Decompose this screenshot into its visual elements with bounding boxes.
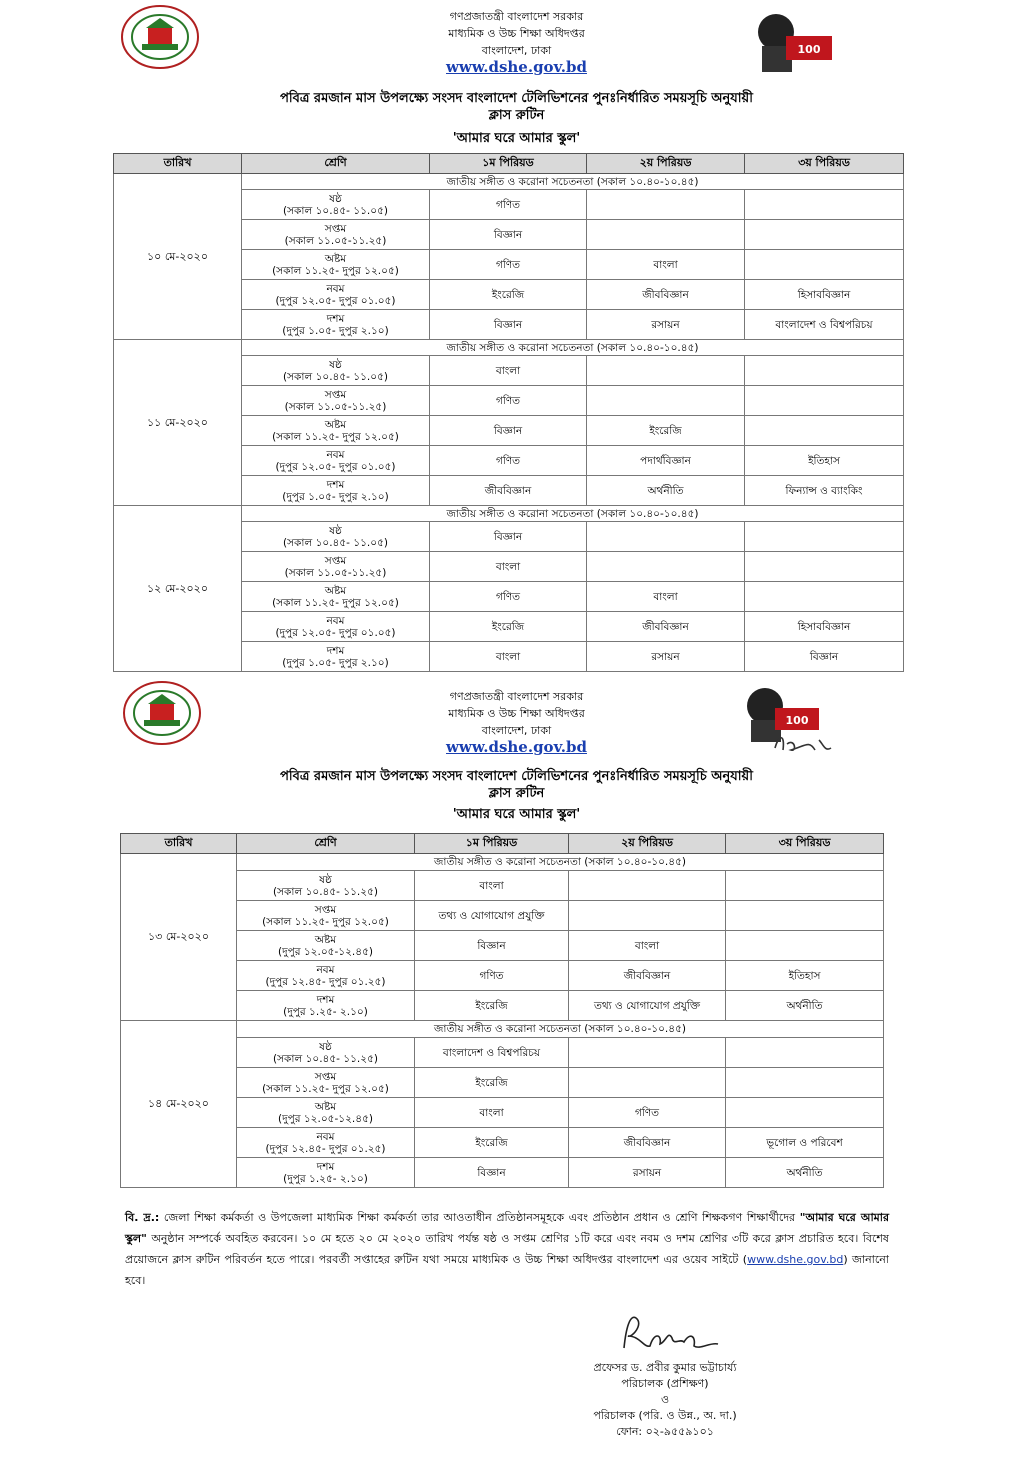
- title-line-1: পবিত্র রমজান মাস উপলক্ষ্যে সংসদ বাংলাদেশ টেলিভিশনের পুনঃনির্ধারিত সময়সূচি অনুযায়ী: [280, 91, 753, 106]
- period-1-cell: বিজ্ঞান: [430, 416, 587, 446]
- class-cell: [237, 1038, 415, 1068]
- note-text-2: অনুষ্ঠান সম্পর্কে অবহিত করবেন। ১০ মে হতে ২০ মে ২০২০ তারিখ পর্যন্ত ষষ্ঠ ও সপ্তম শ্রেণির ১টি করে এবং নবম ও দশম শ্রেণির ৩টি করে ক্লাস প্রচারিত হবে। বিশেষ প্রয়োজনে ক্লাস রুটিন পরিবর্তন হতে পারে। পরবর্তী সপ্তাহের রুটিন যথা সময়ে মাধ্যমিক ও উচ্চ শিক্ষা অধিদপ্তর বাংলাদেশ এর ওয়েব সাইটে (: [125, 1232, 889, 1266]
- gov-line-3: বাংলাদেশ, ঢাকা: [481, 724, 552, 737]
- note-website-link[interactable]: www.dshe.gov.bd: [747, 1253, 844, 1266]
- class-name: নবম: [316, 1130, 335, 1143]
- svg-text:100: 100: [785, 714, 809, 727]
- class-time: (সকাল ১১.২৫- দুপুর ১২.০৫): [272, 264, 399, 277]
- class-time: (দুপুর ১২.০৫- দুপুর ০১.০৫): [275, 294, 396, 307]
- period-3-cell: ফিন্যান্স ও ব্যাংকিং: [745, 476, 904, 506]
- anthem-cell: জাতীয় সঙ্গীত ও করোনা সচেতনতা (সকাল ১০.৪০-১০.৪৫): [237, 854, 884, 871]
- class-cell: [237, 1128, 415, 1158]
- title-block-2: [0, 768, 1033, 823]
- class-time: (দুপুর ১২.০৫-১২.৪৫): [278, 945, 373, 958]
- gov-line-3: বাংলাদেশ, ঢাকা: [481, 44, 552, 57]
- class-cell: [237, 871, 415, 901]
- class-cell: [242, 190, 430, 220]
- class-time: (সকাল ১১.২৫- দুপুর ১২.০৫): [272, 430, 399, 443]
- class-name: অষ্টম: [324, 252, 347, 265]
- period-3-cell: ইতিহাস: [745, 446, 904, 476]
- class-time: (দুপুর ১.০৫- দুপুর ২.১০): [282, 656, 389, 669]
- period-2-cell: জীববিজ্ঞান: [569, 1128, 726, 1158]
- class-cell: [242, 310, 430, 340]
- signatory-line-2: পরিচালক (প্রশিক্ষণ): [621, 1377, 709, 1390]
- period-3-cell: [745, 522, 904, 552]
- note-text-3: ) জানানো হবে।: [125, 1253, 889, 1287]
- class-time: (দুপুর ১২.০৫- দুপুর ০১.০৫): [275, 626, 396, 639]
- dshe-logo-icon: [122, 680, 202, 746]
- col-class: শ্রেণি: [237, 834, 415, 854]
- class-name: সপ্তম: [314, 903, 337, 916]
- class-cell: [237, 1068, 415, 1098]
- period-2-cell: বাংলা: [587, 582, 745, 612]
- class-cell: [242, 582, 430, 612]
- class-name: সপ্তম: [324, 222, 347, 235]
- period-1-cell: বাংলা: [415, 1098, 569, 1128]
- class-cell: [242, 386, 430, 416]
- period-1-cell: জীববিজ্ঞান: [430, 476, 587, 506]
- title-line-2: ক্লাস রুটিন: [488, 786, 545, 801]
- period-3-cell: [726, 1068, 884, 1098]
- period-1-cell: বাংলাদেশ ও বিশ্বপরিচয়: [415, 1038, 569, 1068]
- class-cell: [242, 416, 430, 446]
- routine-table-2: [120, 833, 884, 1188]
- period-2-cell: জীববিজ্ঞান: [587, 280, 745, 310]
- class-cell: [237, 961, 415, 991]
- period-3-cell: অর্থনীতি: [726, 1158, 884, 1188]
- class-time: (দুপুর ১.২৫- ২.১০): [283, 1005, 368, 1018]
- date-cell: ১১ মে-২০২০: [114, 340, 242, 506]
- class-cell: [237, 931, 415, 961]
- signatory-name: প্রফেসর ড. প্রবীর কুমার ভট্টাচার্য্য: [593, 1361, 737, 1374]
- period-2-cell: [587, 190, 745, 220]
- period-1-cell: ইংরেজি: [415, 991, 569, 1021]
- signatory-block: [540, 1360, 790, 1440]
- class-name: দশম: [326, 478, 345, 491]
- class-time: (দুপুর ১.২৫- ২.১০): [283, 1172, 368, 1185]
- period-3-cell: হিসাববিজ্ঞান: [745, 280, 904, 310]
- class-time: (সকাল ১০.৪৫- ১১.০৫): [282, 536, 389, 549]
- class-time: (দুপুর ১২.০৫- দুপুর ০১.০৫): [275, 460, 396, 473]
- note-text-1: জেলা শিক্ষা কর্মকর্তা ও উপজেলা মাধ্যমিক শিক্ষা কর্মকর্তা তার আওতাধীন প্রতিষ্ঠানসমূহকে এবং প্রতিষ্ঠান প্রধান ও শ্রেণি শিক্ষকগণ শিক্ষার্থীদের: [159, 1211, 800, 1224]
- class-cell: [237, 901, 415, 931]
- class-name: অষ্টম: [314, 933, 337, 946]
- period-3-cell: [726, 901, 884, 931]
- class-name: সপ্তম: [324, 388, 347, 401]
- class-cell: [242, 612, 430, 642]
- class-name: নবম: [326, 614, 345, 627]
- class-name: ষষ্ঠ: [329, 524, 342, 537]
- class-name: সপ্তম: [324, 554, 347, 567]
- period-3-cell: [745, 582, 904, 612]
- class-cell: [242, 522, 430, 552]
- svg-text:100: 100: [797, 43, 821, 56]
- period-1-cell: ইংরেজি: [415, 1068, 569, 1098]
- class-cell: [242, 356, 430, 386]
- dshe-logo-icon: [120, 4, 200, 70]
- period-2-cell: জীববিজ্ঞান: [569, 961, 726, 991]
- period-2-cell: ইংরেজি: [587, 416, 745, 446]
- gov-line-2: মাধ্যমিক ও উচ্চ শিক্ষা অধিদপ্তর: [448, 27, 585, 40]
- period-2-cell: [569, 1038, 726, 1068]
- class-name: দশম: [316, 1160, 335, 1173]
- period-2-cell: জীববিজ্ঞান: [587, 612, 745, 642]
- signatory-line-3: ও: [660, 1393, 670, 1406]
- period-3-cell: অর্থনীতি: [726, 991, 884, 1021]
- anthem-cell: জাতীয় সঙ্গীত ও করোনা সচেতনতা (সকাল ১০.৪০-১০.৪৫): [242, 506, 904, 522]
- anthem-row: [114, 174, 904, 190]
- class-time: (সকাল ১১.২৫- দুপুর ১২.০৫): [262, 915, 389, 928]
- anthem-row: [121, 1021, 884, 1038]
- col-period-2: ২য় পিরিয়ড: [587, 154, 745, 174]
- gov-line-2: মাধ্যমিক ও উচ্চ শিক্ষা অধিদপ্তর: [448, 707, 585, 720]
- signatory-phone: ফোন: ০২-৯৫৫৯১০১: [616, 1425, 714, 1438]
- date-cell: ১০ মে-২০২০: [114, 174, 242, 340]
- period-1-cell: গণিত: [430, 250, 587, 280]
- class-name: দশম: [326, 644, 345, 657]
- class-time: (সকাল ১০.৪৫- ১১.২৫): [272, 1052, 379, 1065]
- class-cell: [242, 642, 430, 672]
- period-2-cell: বাংলা: [587, 250, 745, 280]
- class-time: (দুপুর ১.০৫- দুপুর ২.১০): [282, 490, 389, 503]
- period-3-cell: হিসাববিজ্ঞান: [745, 612, 904, 642]
- period-2-cell: রসায়ন: [569, 1158, 726, 1188]
- col-date: তারিখ: [114, 154, 242, 174]
- class-time: (সকাল ১১.০৫-১১.২৫): [284, 234, 387, 247]
- period-1-cell: গণিত: [430, 446, 587, 476]
- mujib-100-badge-icon: [748, 2, 840, 76]
- period-2-cell: [587, 356, 745, 386]
- period-1-cell: বিজ্ঞান: [430, 310, 587, 340]
- period-3-cell: ভূগোল ও পরিবেশ: [726, 1128, 884, 1158]
- title-line-2: ক্লাস রুটিন: [488, 108, 545, 123]
- class-cell: [237, 1158, 415, 1188]
- period-3-cell: [745, 250, 904, 280]
- gov-line-1: গণপ্রজাতন্ত্রী বাংলাদেশ সরকার: [449, 10, 584, 23]
- period-1-cell: বিজ্ঞান: [415, 931, 569, 961]
- footnote: [125, 1207, 889, 1291]
- anthem-cell: জাতীয় সঙ্গীত ও করোনা সচেতনতা (সকাল ১০.৪০-১০.৪৫): [242, 174, 904, 190]
- period-1-cell: বাংলা: [430, 642, 587, 672]
- period-1-cell: গণিত: [430, 582, 587, 612]
- gov-line-1: গণপ্রজাতন্ত্রী বাংলাদেশ সরকার: [449, 690, 584, 703]
- class-time: (সকাল ১১.২৫- দুপুর ১২.০৫): [262, 1082, 389, 1095]
- period-2-cell: পদার্থবিজ্ঞান: [587, 446, 745, 476]
- period-3-cell: [726, 1038, 884, 1068]
- class-cell: [237, 991, 415, 1021]
- col-period-3: ৩য় পিরিয়ড: [745, 154, 904, 174]
- class-name: নবম: [326, 448, 345, 461]
- class-name: অষ্টম: [324, 418, 347, 431]
- note-label: বি. দ্র.:: [125, 1211, 160, 1224]
- period-3-cell: বাংলাদেশ ও বিশ্বপরিচয়: [745, 310, 904, 340]
- class-time: (দুপুর ১.০৫- দুপুর ২.১০): [282, 324, 389, 337]
- period-1-cell: বিজ্ঞান: [430, 220, 587, 250]
- class-cell: [242, 552, 430, 582]
- period-3-cell: [726, 871, 884, 901]
- class-time: (সকাল ১০.৪৫- ১১.২৫): [272, 885, 379, 898]
- class-name: দশম: [326, 312, 345, 325]
- class-cell: [242, 220, 430, 250]
- period-2-cell: [587, 220, 745, 250]
- signature-mark: [610, 1308, 730, 1358]
- class-name: সপ্তম: [314, 1070, 337, 1083]
- period-3-cell: বিজ্ঞান: [745, 642, 904, 672]
- col-period-3: ৩য় পিরিয়ড: [726, 834, 884, 854]
- signatory-line-4: পরিচালক (পরি. ও উন্ন., অ. দা.): [593, 1409, 737, 1422]
- class-name: দশম: [316, 993, 335, 1006]
- period-1-cell: বিজ্ঞান: [430, 522, 587, 552]
- class-time: (সকাল ১১.০৫-১১.২৫): [284, 566, 387, 579]
- anthem-row: [114, 506, 904, 522]
- anthem-cell: জাতীয় সঙ্গীত ও করোনা সচেতনতা (সকাল ১০.৪০-১০.৪৫): [237, 1021, 884, 1038]
- period-1-cell: বাংলা: [430, 552, 587, 582]
- class-name: অষ্টম: [324, 584, 347, 597]
- class-time: (দুপুর ১২.৪৫- দুপুর ০১.২৫): [265, 975, 386, 988]
- class-cell: [242, 280, 430, 310]
- table-header: [114, 154, 904, 174]
- title-line-1: পবিত্র রমজান মাস উপলক্ষ্যে সংসদ বাংলাদেশ টেলিভিশনের পুনঃনির্ধারিত সময়সূচি অনুযায়ী: [280, 769, 753, 784]
- class-cell: [242, 250, 430, 280]
- period-1-cell: তথ্য ও যোগাযোগ প্রযুক্তি: [415, 901, 569, 931]
- class-name: নবম: [326, 282, 345, 295]
- program-name: 'আমার ঘরে আমার স্কুল': [452, 131, 581, 146]
- class-time: (সকাল ১০.৪৫- ১১.০৫): [282, 204, 389, 217]
- gov-block: [300, 688, 733, 756]
- period-1-cell: ইংরেজি: [430, 280, 587, 310]
- col-period-1: ১ম পিরিয়ড: [430, 154, 587, 174]
- period-2-cell: রসায়ন: [587, 310, 745, 340]
- note-program: "আমার ঘরে আমার স্কুল": [125, 1211, 889, 1245]
- period-2-cell: রসায়ন: [587, 642, 745, 672]
- class-name: ষষ্ঠ: [319, 873, 332, 886]
- period-1-cell: গণিত: [415, 961, 569, 991]
- period-2-cell: [587, 386, 745, 416]
- period-2-cell: [587, 552, 745, 582]
- class-time: (সকাল ১১.০৫-১১.২৫): [284, 400, 387, 413]
- mujib-100-badge-icon: [735, 678, 845, 768]
- class-time: (সকাল ১১.২৫- দুপুর ১২.০৫): [272, 596, 399, 609]
- class-cell: [242, 446, 430, 476]
- program-name: 'আমার ঘরে আমার স্কুল': [452, 807, 581, 822]
- title-block-1: [0, 90, 1033, 147]
- routine-table-1: [113, 153, 904, 672]
- period-2-cell: তথ্য ও যোগাযোগ প্রযুক্তি: [569, 991, 726, 1021]
- period-2-cell: [587, 522, 745, 552]
- period-1-cell: বাংলা: [415, 871, 569, 901]
- period-2-cell: বাংলা: [569, 931, 726, 961]
- anthem-cell: জাতীয় সঙ্গীত ও করোনা সচেতনতা (সকাল ১০.৪০-১০.৪৫): [242, 340, 904, 356]
- period-2-cell: [569, 1068, 726, 1098]
- period-2-cell: [569, 871, 726, 901]
- col-period-2: ২য় পিরিয়ড: [569, 834, 726, 854]
- period-2-cell: [569, 901, 726, 931]
- website-link[interactable]: www.dshe.gov.bd: [446, 58, 587, 76]
- col-class: শ্রেণি: [242, 154, 430, 174]
- table-header: [121, 834, 884, 854]
- class-cell: [237, 1098, 415, 1128]
- anthem-row: [114, 340, 904, 356]
- period-2-cell: গণিত: [569, 1098, 726, 1128]
- period-1-cell: ইংরেজি: [430, 612, 587, 642]
- date-cell: ১৩ মে-২০২০: [121, 854, 237, 1021]
- period-1-cell: বাংলা: [430, 356, 587, 386]
- class-cell: [242, 476, 430, 506]
- period-1-cell: বিজ্ঞান: [415, 1158, 569, 1188]
- anthem-row: [121, 854, 884, 871]
- period-3-cell: [745, 552, 904, 582]
- period-3-cell: [745, 220, 904, 250]
- period-1-cell: ইংরেজি: [415, 1128, 569, 1158]
- header-section-2: [0, 678, 1033, 758]
- date-cell: ১২ মে-২০২০: [114, 506, 242, 672]
- period-3-cell: [726, 931, 884, 961]
- period-3-cell: [745, 190, 904, 220]
- period-3-cell: [745, 386, 904, 416]
- class-name: ষষ্ঠ: [319, 1040, 332, 1053]
- class-time: (দুপুর ১২.৪৫- দুপুর ০১.২৫): [265, 1142, 386, 1155]
- period-1-cell: গণিত: [430, 190, 587, 220]
- class-time: (দুপুর ১২.০৫-১২.৪৫): [278, 1112, 373, 1125]
- period-2-cell: অর্থনীতি: [587, 476, 745, 506]
- date-cell: ১৪ মে-২০২০: [121, 1021, 237, 1188]
- period-3-cell: [745, 416, 904, 446]
- class-name: নবম: [316, 963, 335, 976]
- class-time: (সকাল ১০.৪৫- ১১.০৫): [282, 370, 389, 383]
- gov-block: [300, 8, 733, 76]
- class-name: ষষ্ঠ: [329, 358, 342, 371]
- website-link[interactable]: www.dshe.gov.bd: [446, 738, 587, 756]
- period-1-cell: গণিত: [430, 386, 587, 416]
- header-section-1: [0, 0, 1033, 80]
- col-date: তারিখ: [121, 834, 237, 854]
- period-3-cell: ইতিহাস: [726, 961, 884, 991]
- period-3-cell: [726, 1098, 884, 1128]
- class-name: অষ্টম: [314, 1100, 337, 1113]
- class-name: ষষ্ঠ: [329, 192, 342, 205]
- period-3-cell: [745, 356, 904, 386]
- col-period-1: ১ম পিরিয়ড: [415, 834, 569, 854]
